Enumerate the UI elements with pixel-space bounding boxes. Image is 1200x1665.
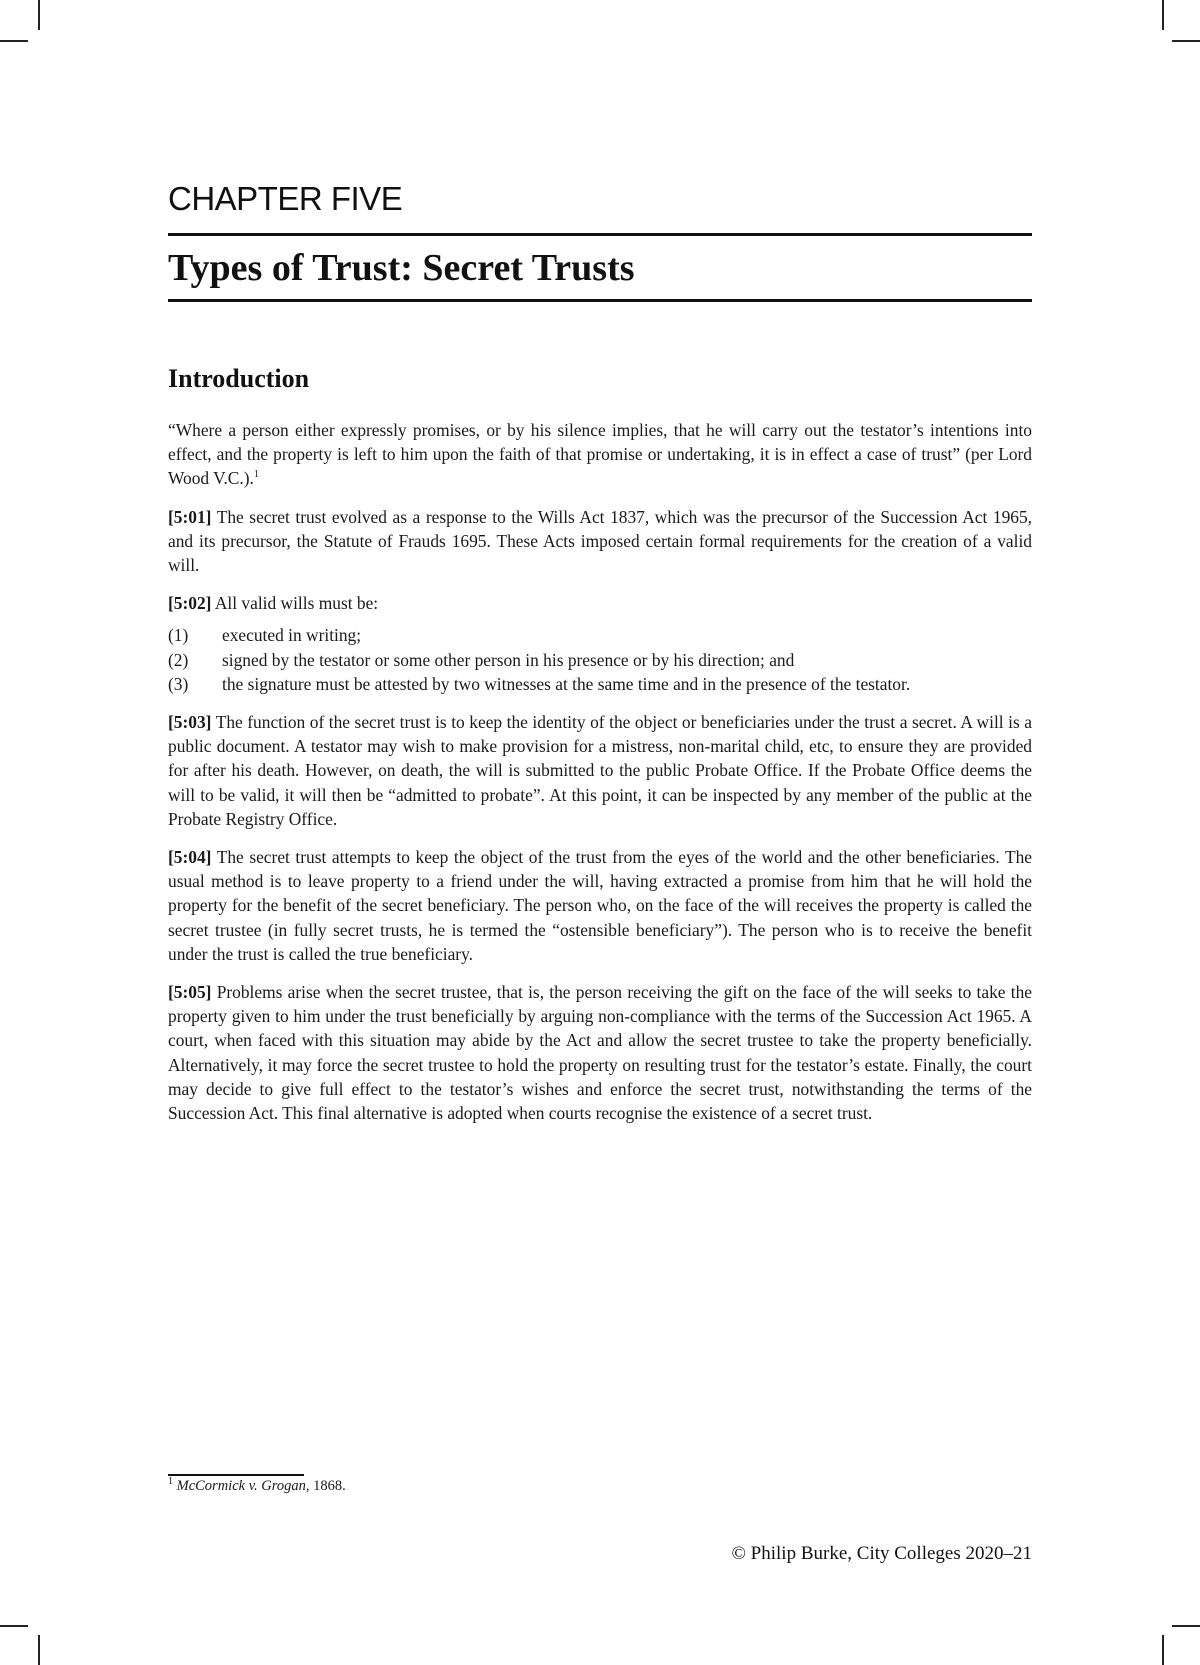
list-item-text: the signature must be attested by two witnesses at the same time and in the presence of the testator. <box>222 673 911 694</box>
crop-mark-top-left-h <box>0 40 28 42</box>
paragraph-5-03 <box>168 710 1032 831</box>
paragraph-number: [5:03] <box>168 712 212 733</box>
chapter-title: Types of Trust: Secret Trusts <box>168 247 635 289</box>
paragraph-5-04 <box>168 845 1032 966</box>
footnote <box>168 1478 346 1495</box>
paragraph-text: The secret trust attempts to keep the object of the trust from the eyes of the world and the other beneficiaries. The usual method is to leave property to a friend under the will, having extracted a promise from him that he will hold the property for the benefit of the secret beneficiary. The person who, on the face of the will receives the property is called the secret trustee (in fully secret trusts, he is termed the “ostensible beneficiary”). The person who is to receive the benefit under the trust is called the true beneficiary. <box>168 847 1032 964</box>
crop-mark-top-left-v <box>38 0 40 30</box>
footnote-rule <box>168 1474 304 1476</box>
paragraph-number: [5:04] <box>168 847 212 868</box>
paragraph-text: All valid wills must be: <box>211 593 379 614</box>
crop-mark-bottom-left-h <box>0 1625 28 1627</box>
crop-mark-bottom-left-v <box>38 1635 40 1665</box>
page-footer: © Philip Burke, City Colleges 2020–21 <box>731 1543 1032 1564</box>
paragraph-text: The function of the secret trust is to keep the identity of the object or beneficiaries under the trust a secret. A will is a public document. A testator may wish to make provision for a mistress, non-marital child, etc, to ensure they are provided for after his death. However, on death, the will is submitted to the public Probate Office. If the Probate Office deems the will to be valid, it will then be “admitted to probate”. At this point, it can be inspected by any member of the public at the Probate Registry Office. <box>168 712 1032 829</box>
list-item-number: (1) <box>168 625 189 646</box>
paragraph-5-02 <box>168 591 1032 615</box>
paragraph-text: The secret trust evolved as a response to the Wills Act 1837, which was the precursor of the Succession Act 1965, and its precursor, the Statute of Frauds 1695. These Acts imposed certain formal requirements for the creation of a valid will. <box>168 506 1032 576</box>
requirements-list <box>168 623 1032 696</box>
footnote-case: McCormick v. Grogan <box>176 1478 306 1494</box>
section-heading: Introduction <box>168 364 310 393</box>
crop-mark-bottom-right-v <box>1162 1635 1164 1665</box>
list-item-number: (3) <box>168 673 189 694</box>
body-text <box>168 418 1032 1139</box>
list-item-number: (2) <box>168 649 189 670</box>
list-item <box>168 672 1032 696</box>
paragraph-number: [5:02] <box>168 593 212 614</box>
footnote-ref: 1 <box>253 469 259 481</box>
crop-mark-bottom-right-h <box>1172 1625 1200 1627</box>
list-item <box>168 623 1032 647</box>
title-rule-bottom <box>168 299 1032 302</box>
list-item <box>168 648 1032 672</box>
paragraph-number: [5:05] <box>168 982 212 1003</box>
paragraph-5-01 <box>168 505 1032 578</box>
paragraph-5-05 <box>168 980 1032 1125</box>
footnote-year: , 1868. <box>305 1478 346 1494</box>
quote-text: “Where a person either expressly promises, or by his silence implies, that he will carry out the testator’s intentions into effect, and the property is left to him upon the faith of that promise or undertaking, it is in effect a case of trust” (per Lord Wood V.C.). <box>168 420 1032 489</box>
title-rule-top <box>168 233 1032 236</box>
crop-mark-top-right-v <box>1162 0 1164 30</box>
paragraph-number: [5:01] <box>168 506 212 527</box>
paragraph-text: Problems arise when the secret trustee, that is, the person receiving the gift on the face of the will seeks to take the property given to him under the trust beneficially by arguing non-compliance with the terms of the Succession Act 1965. A court, when faced with this situation may abide by the Act and allow the secret trustee to take the property beneficially. Alternatively, it may force the secret trustee to hold the property on resulting trust for the testator’s estate. Finally, the court may decide to give full effect to the testator’s wishes and enforce the secret trust, notwithstanding the terms of the Succession Act. This final alternative is adopted when courts recognise the existence of a secret trust. <box>168 982 1032 1124</box>
chapter-label: CHAPTER FIVE <box>168 180 403 217</box>
crop-mark-top-right-h <box>1172 40 1200 42</box>
footnote-number: 1 <box>168 1476 173 1488</box>
opening-quote <box>168 418 1032 491</box>
list-item-text: signed by the testator or some other person in his presence or by his direction; and <box>222 649 795 670</box>
list-item-text: executed in writing; <box>222 625 362 646</box>
